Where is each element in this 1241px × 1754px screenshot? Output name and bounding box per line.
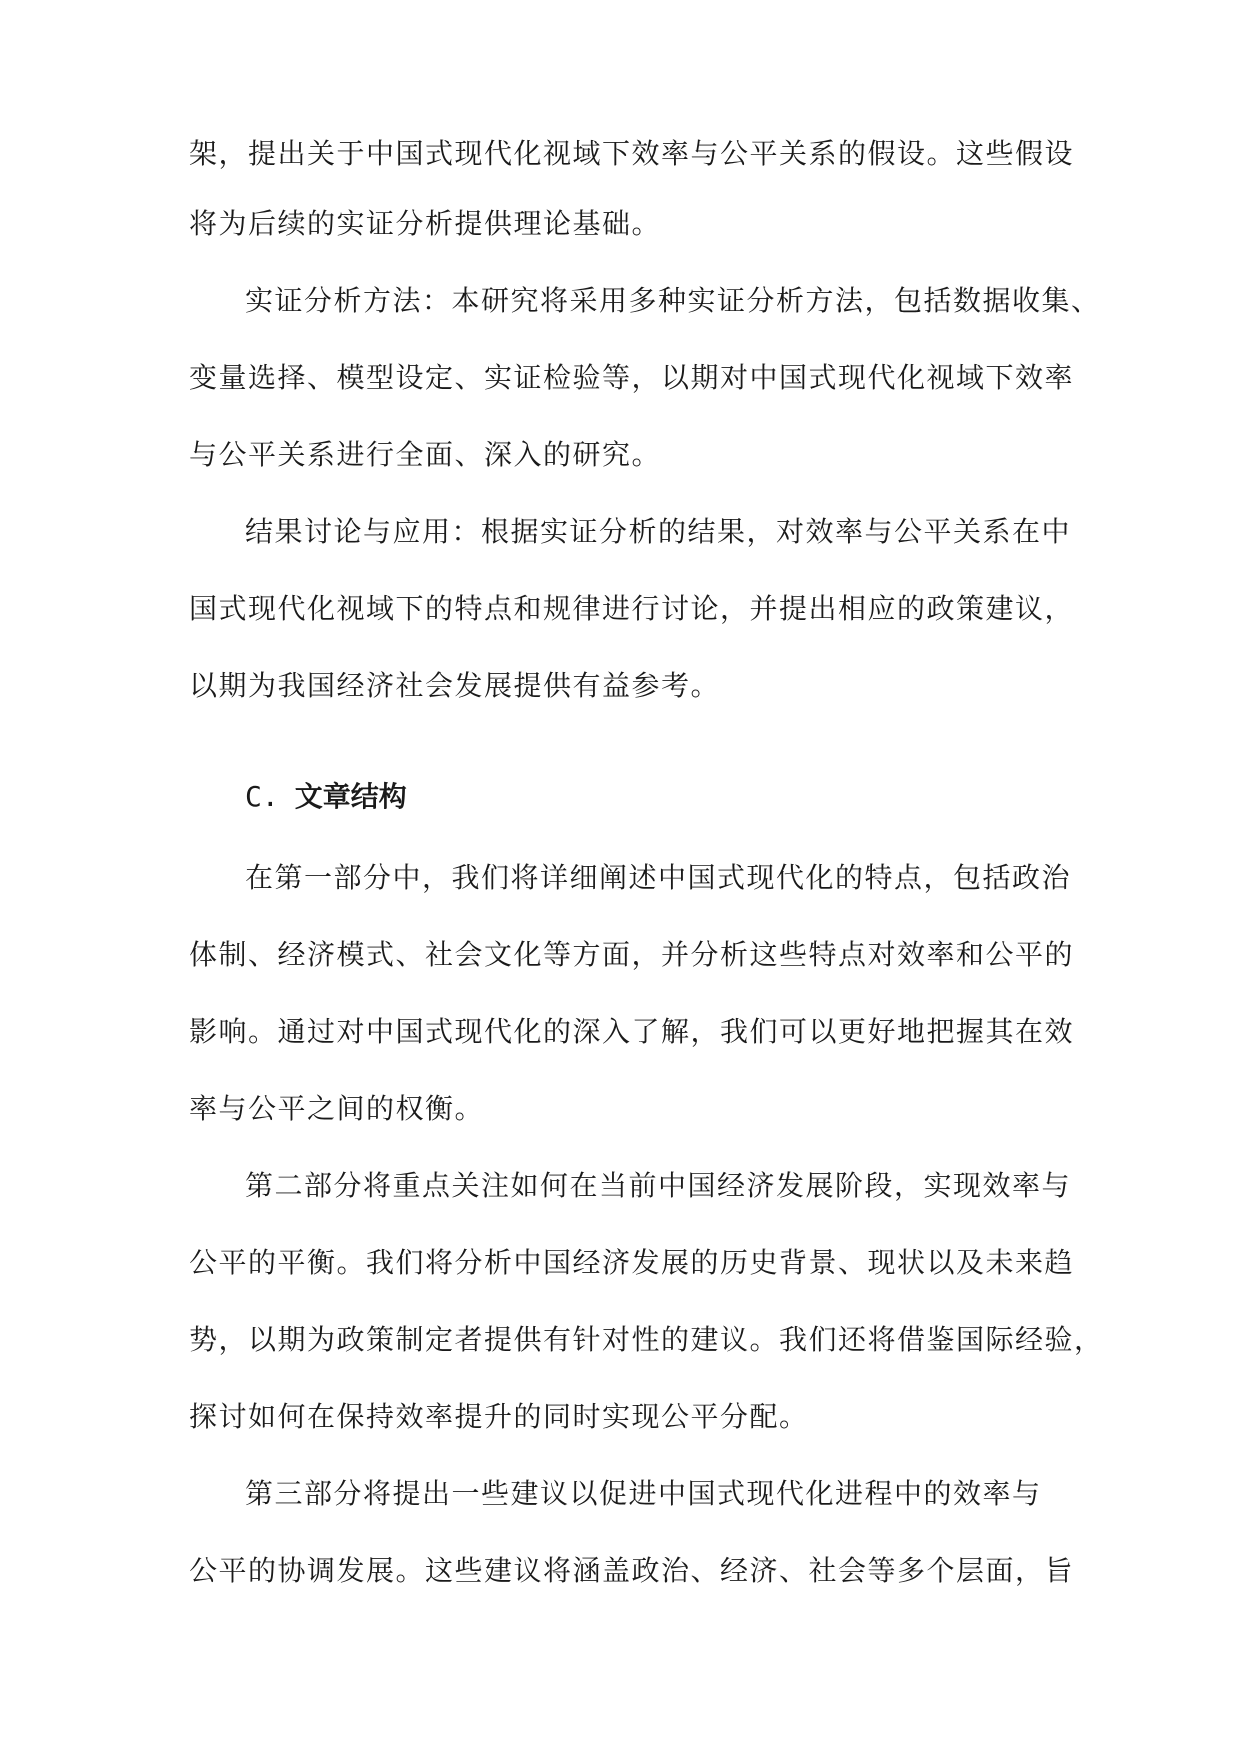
section-paragraph-2-line-3: 势，以期为政策制定者提供有针对性的建议。我们还将借鉴国际经验， [189, 1323, 1104, 1356]
section-title: 文章结构 [294, 780, 407, 813]
section-paragraph-2-line-4: 探讨如何在保持效率提升的同时实现公平分配。 [189, 1400, 809, 1433]
paragraph-2-line-1: 实证分析方法：本研究将采用多种实证分析方法，包括数据收集、 [245, 284, 1101, 317]
paragraph-3-line-1: 结果讨论与应用：根据实证分析的结果，对效率与公平关系在中 [245, 515, 1072, 548]
paragraph-1-line-2: 将为后续的实证分析提供理论基础。 [189, 207, 662, 240]
section-paragraph-1-line-4: 率与公平之间的权衡。 [189, 1092, 485, 1125]
paragraph-1-line-1: 架，提出关于中国式现代化视域下效率与公平关系的假设。这些假设 [189, 137, 1075, 170]
paragraph-2-line-2: 变量选择、模型设定、实证检验等，以期对中国式现代化视域下效率 [189, 361, 1075, 394]
section-paragraph-3-line-2: 公平的协调发展。这些建议将涵盖政治、经济、社会等多个层面，旨 [189, 1554, 1075, 1587]
section-paragraph-2-line-1: 第二部分将重点关注如何在当前中国经济发展阶段，实现效率与 [245, 1169, 1072, 1202]
paragraph-2-line-3: 与公平关系进行全面、深入的研究。 [189, 438, 662, 471]
paragraph-3-line-2: 国式现代化视域下的特点和规律进行讨论，并提出相应的政策建议， [189, 592, 1075, 625]
section-paragraph-3-line-1: 第三部分将提出一些建议以促进中国式现代化进程中的效率与 [245, 1477, 1042, 1510]
paragraph-3-line-3: 以期为我国经济社会发展提供有益参考。 [189, 669, 721, 702]
section-heading [245, 777, 407, 817]
section-paragraph-2-line-2: 公平的平衡。我们将分析中国经济发展的历史背景、现状以及未来趋 [189, 1246, 1075, 1279]
section-label: C. [245, 780, 279, 813]
section-paragraph-1-line-3: 影响。通过对中国式现代化的深入了解，我们可以更好地把握其在效 [189, 1015, 1075, 1048]
section-paragraph-1-line-2: 体制、经济模式、社会文化等方面，并分析这些特点对效率和公平的 [189, 938, 1075, 971]
section-paragraph-1-line-1: 在第一部分中，我们将详细阐述中国式现代化的特点，包括政治 [245, 861, 1072, 894]
